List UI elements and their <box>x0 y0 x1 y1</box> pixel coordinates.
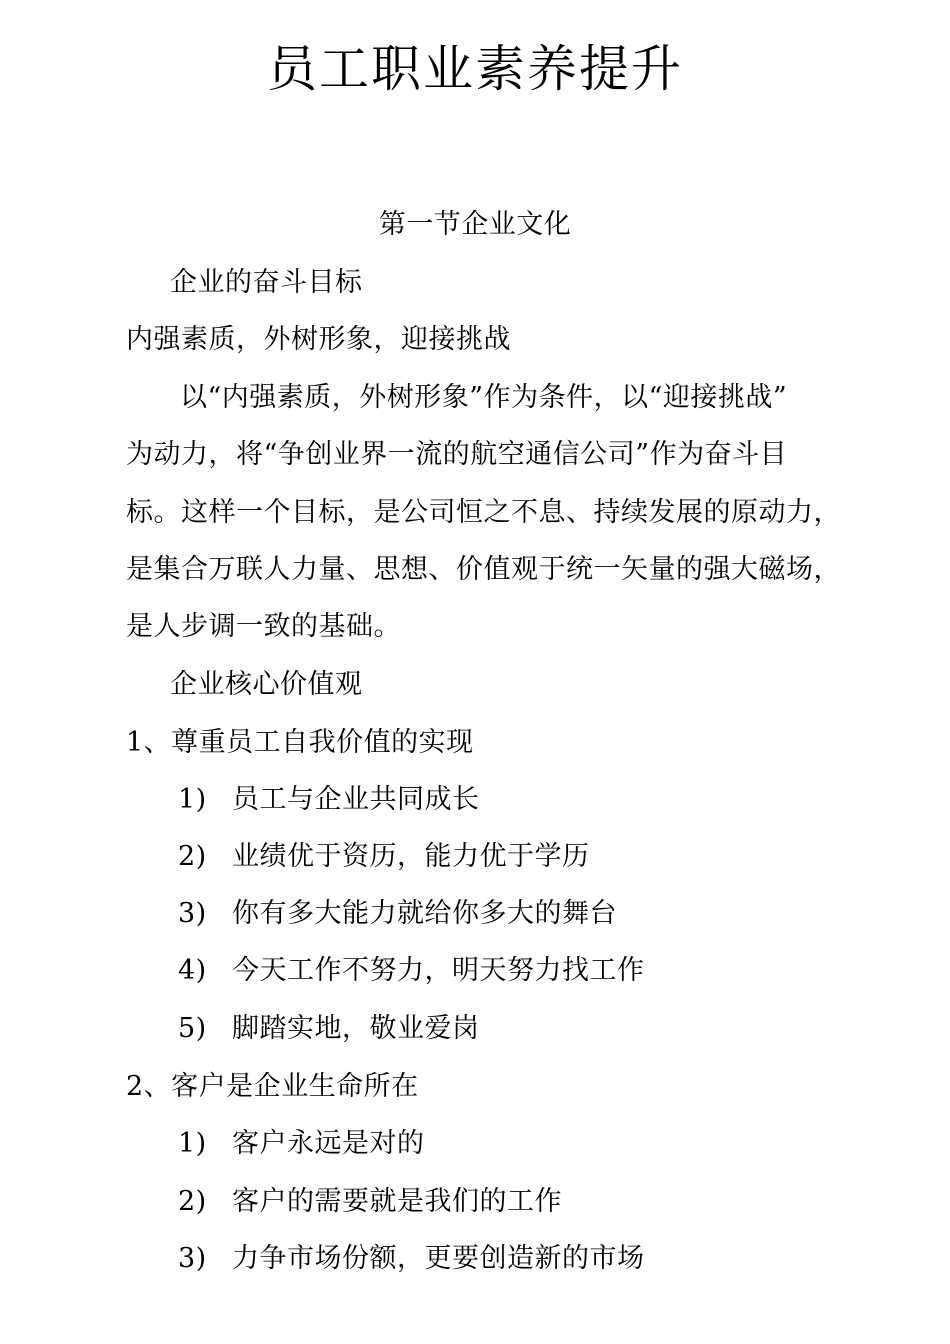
goal-paragraph-line: 以“内强素质，外树形象”作为条件，以“迎接挑战” <box>180 382 788 413</box>
goal-paragraph-line: 是集合万联人力量、思想、价值观于统一矢量的强大磁场， <box>126 554 841 585</box>
values-heading: 企业核心价值观 <box>170 669 363 700</box>
list-item-number: 3) <box>178 1243 207 1274</box>
goal-paragraph-line: 是人步调一致的基础。 <box>126 611 401 642</box>
list-item-text: 力争市场份额，更要创造新的市场 <box>232 1243 645 1274</box>
list-item-number: 5) <box>178 1013 207 1044</box>
list-item-text: 你有多大能力就给你多大的舞台 <box>232 898 617 929</box>
list-item-text: 客户永远是对的 <box>232 1128 425 1159</box>
list-item <box>178 954 645 988</box>
value-2-label: 2、客户是企业生命所在 <box>126 1071 419 1102</box>
list-item-number: 1) <box>178 1128 207 1159</box>
list-item <box>178 897 617 931</box>
goal-paragraph-line: 标。这样一个目标，是公司恒之不息、持续发展的原动力， <box>126 497 841 528</box>
list-item-number: 4) <box>178 955 207 986</box>
section-heading: 第一节企业文化 <box>378 209 572 240</box>
list-item <box>178 1185 562 1219</box>
document-title: 员工职业素养提升 <box>267 40 683 98</box>
value-1-label: 1、尊重员工自我价值的实现 <box>126 727 474 758</box>
list-item <box>178 840 590 874</box>
goal-slogan: 内强素质，外树形象，迎接挑战 <box>126 324 511 355</box>
list-item <box>178 1127 425 1161</box>
list-item-text: 业绩优于资历，能力优于学历 <box>232 841 590 872</box>
list-item-number: 1) <box>178 784 207 815</box>
list-item-number: 2) <box>178 841 207 872</box>
list-item <box>178 1242 645 1276</box>
list-item-number: 2) <box>178 1186 207 1217</box>
list-item-number: 3) <box>178 898 207 929</box>
list-item-text: 脚踏实地，敬业爱岗 <box>232 1013 480 1044</box>
list-item-text: 员工与企业共同成长 <box>232 784 480 815</box>
goal-heading: 企业的奋斗目标 <box>170 267 363 298</box>
list-item <box>178 783 480 817</box>
list-item-text: 今天工作不努力，明天努力找工作 <box>232 955 645 986</box>
list-item-text: 客户的需要就是我们的工作 <box>232 1186 562 1217</box>
goal-paragraph-line: 为动力，将“争创业界一流的航空通信公司”作为奋斗目 <box>126 439 788 470</box>
list-item <box>178 1012 480 1046</box>
